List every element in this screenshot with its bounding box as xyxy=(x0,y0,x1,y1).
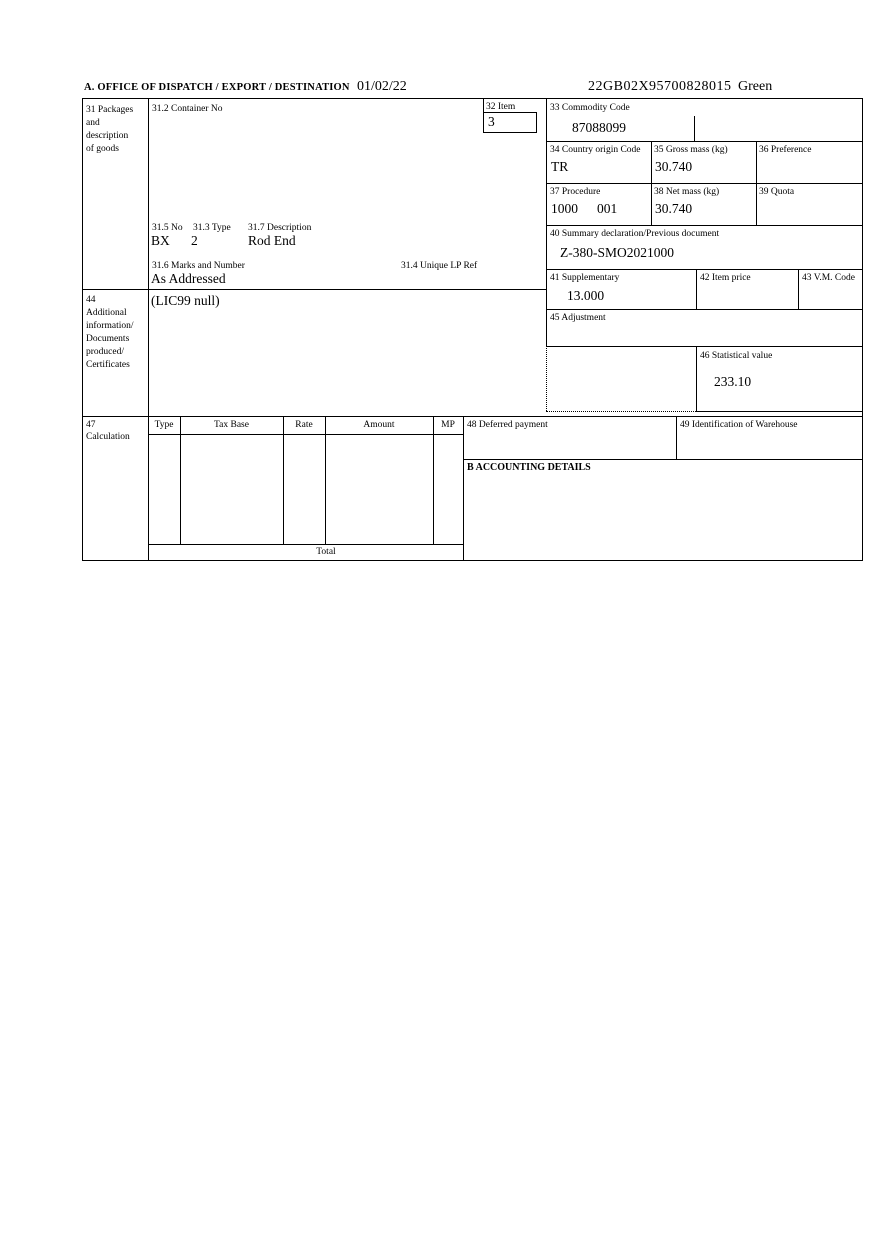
tax-amount-header: Amount xyxy=(363,420,395,430)
box44-label-line: produced/ xyxy=(86,347,124,357)
grid-line xyxy=(546,225,862,226)
accounting-details-label: B ACCOUNTING DETAILS xyxy=(467,462,591,473)
grid-line xyxy=(148,99,149,561)
grid-line xyxy=(798,269,799,309)
declaration-form xyxy=(82,98,863,561)
box41-label: 41 Supplementary xyxy=(550,273,620,283)
box31-7-label: 31.7 Description xyxy=(248,223,312,233)
box31-2-label: 31.2 Container No xyxy=(152,104,223,114)
office-of-dispatch-label: A. OFFICE OF DISPATCH / EXPORT / DESTINATION xyxy=(84,82,350,93)
box44-label-line: Certificates xyxy=(86,360,130,370)
box44-label-line: 44 xyxy=(86,295,96,305)
grid-line xyxy=(148,434,463,435)
commodity-code-value: 87088099 xyxy=(572,120,626,135)
box39-label: 39 Quota xyxy=(759,187,795,197)
box34-label: 34 Country origin Code xyxy=(550,145,641,155)
supplementary-units-value: 13.000 xyxy=(567,288,605,303)
box38-label: 38 Net mass (kg) xyxy=(654,187,720,197)
box47-label: Calculation xyxy=(86,432,130,442)
box33-label: 33 Commodity Code xyxy=(550,103,630,113)
box44-label-line: Additional xyxy=(86,308,127,318)
box31-label-line: 31 Packages xyxy=(86,105,134,115)
box31-label xyxy=(86,104,133,156)
box48-label: 48 Deferred payment xyxy=(467,420,548,430)
grid-line xyxy=(483,99,484,112)
box31-label-line: and xyxy=(86,118,100,128)
grid-line xyxy=(325,416,326,544)
box36-label: 36 Preference xyxy=(759,145,812,155)
declaration-reference: 22GB02X95700828015 xyxy=(588,79,732,94)
box49-label: 49 Identification of Warehouse xyxy=(680,420,798,430)
item-number-box xyxy=(483,112,537,133)
package-count-value: BX xyxy=(151,233,170,248)
grid-line xyxy=(180,416,181,544)
gross-mass-value: 30.740 xyxy=(655,159,693,174)
box31-4-label: 31.4 Unique LP Ref xyxy=(401,261,478,271)
box31-3-label: 31.3 Type xyxy=(193,223,231,233)
procedure-extra-value: 001 xyxy=(597,201,618,216)
grid-line xyxy=(283,416,284,544)
grid-line xyxy=(756,141,757,225)
box44-label-line: information/ xyxy=(86,321,134,331)
grid-line xyxy=(546,269,862,270)
tax-rate-header: Rate xyxy=(295,420,313,430)
additional-information-value: (LIC99 null) xyxy=(151,293,220,308)
item-number-value: 3 xyxy=(488,114,495,129)
dotted-grid-line xyxy=(546,411,696,412)
grid-line xyxy=(546,183,862,184)
box46-label: 46 Statistical value xyxy=(700,351,773,361)
grid-line xyxy=(83,416,862,417)
grid-line xyxy=(546,141,862,142)
box44-label xyxy=(86,294,134,372)
grid-line xyxy=(83,289,546,290)
goods-description-value: Rod End xyxy=(248,233,296,248)
grid-line xyxy=(676,416,677,459)
net-mass-value: 30.740 xyxy=(655,201,693,216)
grid-line xyxy=(546,309,862,310)
grid-line xyxy=(651,141,652,225)
box37-label: 37 Procedure xyxy=(550,187,601,197)
procedure-main-value: 1000 xyxy=(551,201,578,216)
total-label: Total xyxy=(316,547,336,557)
box31-label-line: of goods xyxy=(86,144,119,154)
previous-document-value: Z-380-SMO2021000 xyxy=(560,245,674,260)
routing-status: Green xyxy=(738,79,773,94)
grid-line xyxy=(696,269,697,309)
box31-6-label: 31.6 Marks and Number xyxy=(152,261,245,271)
marks-and-numbers-value: As Addressed xyxy=(151,271,226,286)
box47-number: 47 xyxy=(86,420,96,430)
statistical-value: 233.10 xyxy=(714,374,752,389)
box32-label: 32 Item xyxy=(486,102,516,112)
box42-label: 42 Item price xyxy=(700,273,751,283)
package-type-value: 2 xyxy=(191,233,198,248)
grid-line xyxy=(463,416,464,561)
box31-5-label: 31.5 No xyxy=(152,223,183,233)
dotted-grid-line xyxy=(546,346,547,411)
box40-label: 40 Summary declaration/Previous document xyxy=(550,229,720,239)
grid-line xyxy=(696,346,697,411)
tax-mp-header: MP xyxy=(441,420,455,430)
grid-line xyxy=(696,411,862,412)
grid-line xyxy=(148,544,463,545)
grid-line xyxy=(433,416,434,544)
box43-label: 43 V.M. Code xyxy=(802,273,855,283)
box45-label: 45 Adjustment xyxy=(550,313,606,323)
dispatch-date: 01/02/22 xyxy=(357,79,407,94)
tax-base-header: Tax Base xyxy=(214,420,249,430)
country-origin-value: TR xyxy=(551,159,569,174)
box44-label-line: Documents xyxy=(86,334,130,344)
box31-label-line: description xyxy=(86,131,129,141)
box35-label: 35 Gross mass (kg) xyxy=(654,145,728,155)
grid-line xyxy=(463,459,862,460)
grid-line xyxy=(546,346,862,347)
grid-line xyxy=(694,116,695,141)
tax-type-header: Type xyxy=(154,420,174,430)
